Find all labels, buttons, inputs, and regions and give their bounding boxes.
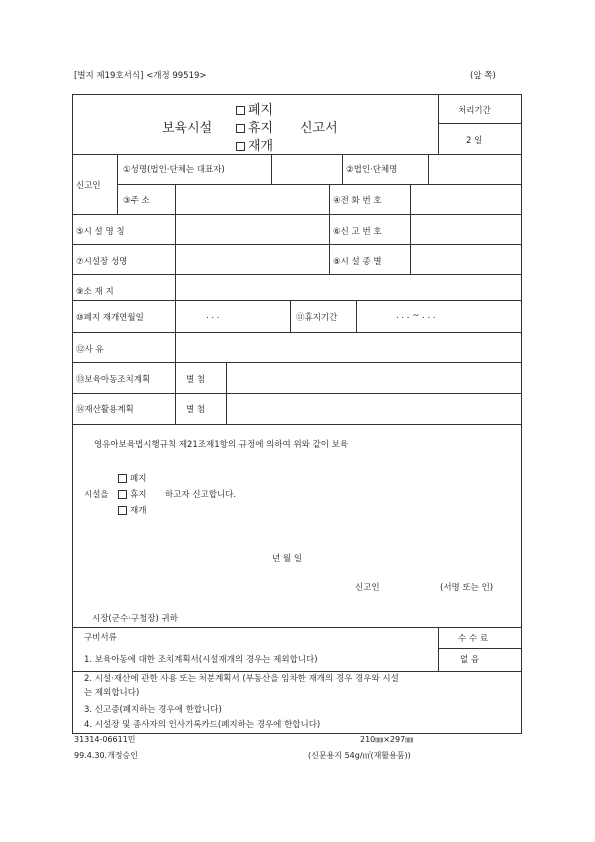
name-label: ①성명(법인·단체는 대표자): [123, 165, 225, 175]
document-item: 는 제외합니다): [84, 688, 140, 698]
title-prefix: 보육시설: [162, 121, 213, 136]
processing-period-value: 2 일: [466, 136, 483, 146]
checkbox-icon: [118, 490, 127, 499]
form-number: [별지 제19호서식] <개정 99519>: [74, 71, 207, 81]
location-label: ⑨소 재 지: [76, 287, 114, 297]
phone-label: ④전 화 번 호: [333, 196, 382, 206]
paper-type: (신문용지 54g/㎡(재활용품)): [308, 751, 411, 760]
recipient: 시장(군수·구청장) 귀하: [92, 614, 178, 624]
statement-suffix: 하고자 신고합니다.: [165, 490, 237, 500]
title-option-suspend: 휴지: [236, 117, 273, 136]
page-side: (앞 쪽): [470, 71, 496, 81]
checkbox-icon: [118, 506, 127, 515]
title-option-close: 폐지: [236, 99, 273, 118]
title-suffix: 신고서: [300, 121, 338, 136]
approval-date: 99.4.30.개정승인: [74, 751, 138, 760]
documents-header: 구비서류: [84, 633, 117, 643]
checkbox-icon: [118, 474, 127, 483]
fee-value: 없 음: [460, 655, 480, 665]
form-code: 31314-06611민: [74, 735, 136, 744]
address-label: ③주 소: [123, 196, 150, 206]
document-item: 4. 시설장 및 종사자의 인사기록카드(폐지하는 경우에 한합니다): [84, 720, 321, 730]
corp-name-label: ②법인·단체명: [346, 165, 398, 175]
close-reopen-date-label: ⑩폐지 재개연월일: [76, 313, 144, 323]
sign-note: (서명 또는 인): [440, 583, 494, 593]
reason-label: ⑫사 유: [76, 345, 104, 355]
report-number-label: ⑥신 고 번 호: [333, 227, 382, 237]
statement-option-suspend: 휴지: [118, 488, 146, 500]
checkbox-icon: [236, 106, 245, 115]
statement-prefix: 시설을: [84, 490, 109, 500]
child-plan-value: 별 첨: [186, 375, 206, 385]
facility-name-label: ⑤시 설 명 칭: [76, 227, 125, 237]
document-item: 2. 시설·재산에 관한 사용 또는 처분계획서 (부동산을 임차한 재개의 경우 경우와 시설: [84, 674, 399, 684]
asset-plan-label: ⑭재산활용계획: [76, 405, 134, 415]
processing-period-label: 처리기간: [458, 106, 491, 116]
suspend-period-value: . . . ~ . . .: [396, 311, 436, 321]
suspend-period-label: ⑪휴지기간: [296, 313, 338, 323]
facility-type-label: ⑧시 설 종 별: [333, 257, 382, 267]
fee-label: 수 수 료: [458, 634, 489, 644]
form-frame: [72, 94, 522, 734]
child-plan-label: ⑬보육아동조치계획: [76, 375, 151, 385]
document-item: 1. 보육아동에 대한 조치계획서(시설재개의 경우는 제외합니다): [84, 655, 318, 665]
statement-line: 영유아보육법시행규칙 제21조제1항의 규정에 의하여 위와 같이 보육: [94, 440, 349, 450]
statement-option-reopen: 재개: [118, 504, 146, 516]
close-reopen-date-value: . . .: [206, 311, 220, 321]
asset-plan-value: 별 첨: [186, 405, 206, 415]
director-name-label: ⑦시설장 성명: [76, 257, 128, 267]
checkbox-icon: [236, 124, 245, 133]
applicant-section-label: 신고인: [76, 181, 101, 191]
statement-option-close: 폐지: [118, 472, 146, 484]
checkbox-icon: [236, 142, 245, 151]
signer-label: 신고인: [355, 583, 380, 593]
document-item: 3. 신고증(폐지하는 경우에 한합니다): [84, 705, 222, 715]
report-date: 년 월 일: [272, 554, 303, 564]
title-option-reopen: 재개: [236, 135, 273, 154]
paper-size: 210㎜×297㎜: [360, 735, 414, 744]
